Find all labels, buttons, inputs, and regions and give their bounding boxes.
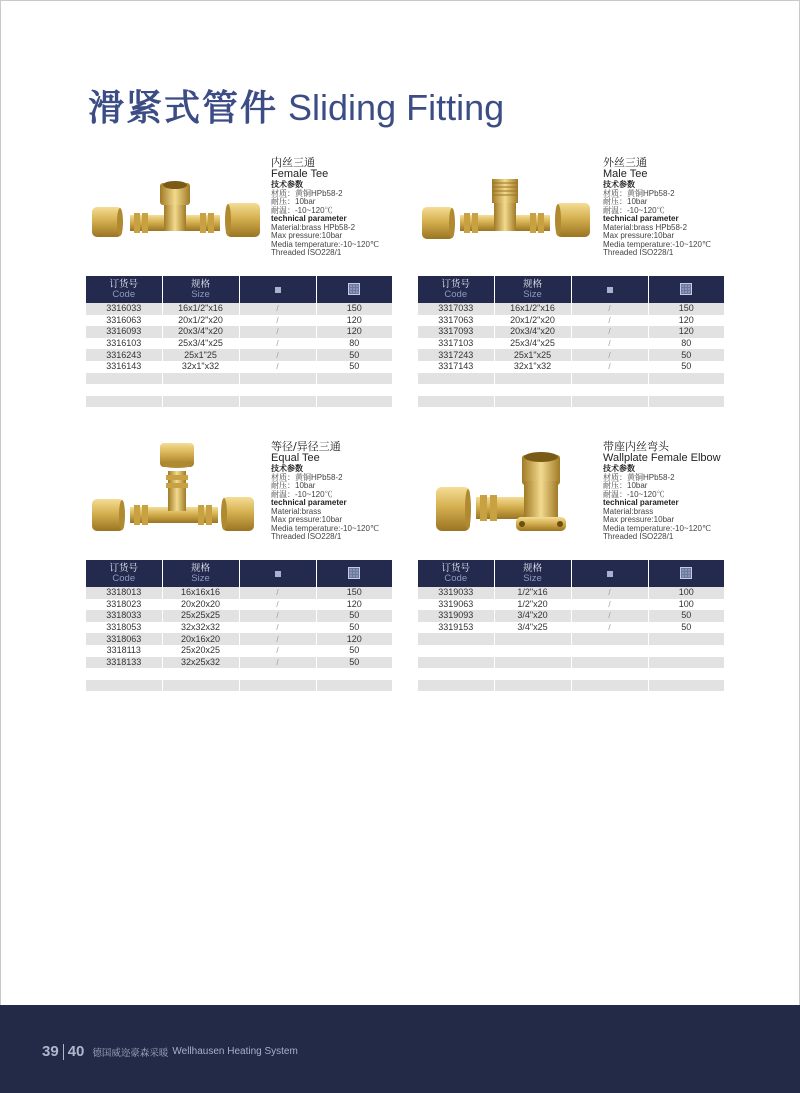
table-row — [418, 610, 724, 622]
carton-qty-cell: 150 — [316, 303, 392, 315]
carton-qty-cell: 120 — [648, 315, 724, 327]
box-qty-cell: / — [239, 622, 316, 634]
female-tee-name-en: Female Tee — [271, 168, 329, 180]
small-box-icon — [607, 287, 613, 293]
carton-qty-cell: 120 — [316, 326, 392, 338]
carton-qty-cell: 50 — [316, 645, 392, 657]
box-qty-cell: / — [239, 599, 316, 611]
params-label: 技术参数 — [603, 180, 635, 189]
box-qty-cell: / — [571, 349, 648, 361]
carton-qty-cell: 120 — [316, 599, 392, 611]
table-row — [418, 587, 724, 599]
order-code-cell — [86, 373, 162, 385]
size-cell — [162, 384, 239, 396]
box-qty-cell — [571, 657, 648, 669]
equal-tee-name-cn: 等径/异径三通 — [271, 440, 341, 453]
size-cell: 32x1"x32 — [494, 361, 571, 373]
order-code-cell — [418, 396, 494, 408]
size-cell: 1/2"x20 — [494, 599, 571, 611]
carton-qty-cell: 80 — [648, 338, 724, 350]
col-small-box-header — [239, 276, 316, 303]
table-row — [418, 599, 724, 611]
size-cell: 20x1/2"x20 — [494, 315, 571, 327]
carton-qty-cell: 50 — [648, 349, 724, 361]
box-qty-cell: / — [239, 587, 316, 599]
code-header-cn: 订货号 — [441, 279, 470, 290]
order-code-cell — [86, 680, 162, 692]
order-code-cell: 3317243 — [418, 349, 494, 361]
female-tee-table — [86, 276, 392, 407]
tech-label: technical parameter — [271, 498, 347, 507]
table-row — [418, 633, 724, 645]
size-cell — [162, 373, 239, 385]
wallplate-elbow-image — [418, 449, 598, 544]
carton-qty-cell: 150 — [648, 303, 724, 315]
box-qty-cell: / — [571, 622, 648, 634]
size-cell: 20x16x20 — [162, 633, 239, 645]
box-qty-cell: / — [571, 599, 648, 611]
material-en: Material:brass HPb58-2 — [603, 222, 688, 232]
box-qty-cell: / — [239, 303, 316, 315]
pressure-cn: 耐压：10bar — [271, 197, 316, 206]
order-code-cell — [86, 384, 162, 396]
order-code-cell: 3316243 — [86, 349, 162, 361]
male-tee-image — [418, 175, 598, 255]
box-qty-cell: / — [571, 587, 648, 599]
pressure-en: Max pressure:10bar — [603, 231, 675, 240]
thread-en: Threaded ISO228/1 — [271, 248, 342, 257]
order-code-cell: 3318063 — [86, 633, 162, 645]
size-cell: 25x3/4"x25 — [162, 338, 239, 350]
size-cell: 25x20x25 — [162, 645, 239, 657]
tech-label: technical parameter — [271, 214, 347, 223]
size-cell: 32x25x32 — [162, 657, 239, 669]
order-code-cell — [418, 668, 494, 680]
order-code-cell — [418, 384, 494, 396]
size-cell — [494, 645, 571, 657]
box-qty-cell — [571, 680, 648, 692]
order-code-cell: 3317033 — [418, 303, 494, 315]
size-cell: 32x32x32 — [162, 622, 239, 634]
col-code-header — [418, 276, 494, 303]
order-code-cell — [418, 645, 494, 657]
pressure-cn: 耐压：10bar — [271, 481, 316, 490]
carton-qty-cell: 50 — [316, 610, 392, 622]
page-title-en: Sliding Fitting — [288, 87, 505, 128]
col-carton-header — [316, 276, 392, 303]
size-cell: 20x3/4"x20 — [162, 326, 239, 338]
footer-text — [42, 1043, 298, 1060]
material-cn: 材质：黄铜HPb58-2 — [271, 472, 343, 482]
code-header-en: Code — [444, 289, 468, 300]
code-header-en: Code — [112, 573, 136, 584]
size-cell: 3/4"x20 — [494, 610, 571, 622]
table-row — [86, 373, 392, 385]
equal-tee-table — [86, 560, 392, 691]
carton-qty-cell: 50 — [316, 622, 392, 634]
tech-label: technical parameter — [603, 498, 679, 507]
page-title — [88, 80, 505, 129]
pressure-cn: 耐压：10bar — [603, 481, 648, 490]
col-small-box-header — [571, 560, 648, 587]
code-header-cn: 订货号 — [109, 279, 138, 290]
carton-qty-cell — [648, 668, 724, 680]
carton-icon — [348, 567, 360, 579]
box-qty-cell — [239, 396, 316, 408]
tech-label: technical parameter — [603, 214, 679, 223]
thread-en: Threaded ISO228/1 — [271, 532, 342, 541]
order-code-cell — [86, 396, 162, 408]
box-qty-cell: / — [571, 610, 648, 622]
size-cell — [494, 680, 571, 692]
params-label: 技术参数 — [603, 464, 635, 473]
box-qty-cell: / — [239, 657, 316, 669]
carton-qty-cell — [648, 373, 724, 385]
box-qty-cell — [571, 668, 648, 680]
table-row — [86, 315, 392, 327]
table-row — [86, 396, 392, 408]
size-cell — [162, 680, 239, 692]
female-tee-info — [271, 157, 411, 258]
carton-qty-cell: 50 — [316, 361, 392, 373]
box-qty-cell — [239, 680, 316, 692]
order-code-cell: 3318113 — [86, 645, 162, 657]
size-cell — [494, 668, 571, 680]
table-row — [86, 657, 392, 669]
carton-qty-cell: 50 — [316, 657, 392, 669]
wallplate-elbow-info — [603, 441, 743, 542]
media-en: Media temperature:-10~120℃ — [271, 523, 379, 533]
order-code-cell: 3318133 — [86, 657, 162, 669]
size-header-cn: 规格 — [522, 279, 542, 290]
table-row — [86, 384, 392, 396]
size-cell — [494, 657, 571, 669]
equal-tee-name-en: Equal Tee — [271, 452, 320, 464]
col-size-header — [162, 276, 239, 303]
table-row — [86, 326, 392, 338]
size-header-en: Size — [191, 289, 210, 300]
page-number-left: 39 — [42, 1043, 59, 1060]
box-qty-cell — [239, 384, 316, 396]
table-row — [418, 657, 724, 669]
carton-qty-cell — [316, 373, 392, 385]
col-code-header — [418, 560, 494, 587]
order-code-cell — [418, 633, 494, 645]
size-cell — [162, 668, 239, 680]
carton-qty-cell — [648, 633, 724, 645]
box-qty-cell — [571, 633, 648, 645]
thread-en: Threaded ISO228/1 — [603, 248, 674, 257]
carton-qty-cell — [648, 657, 724, 669]
box-qty-cell: / — [571, 303, 648, 315]
table-row — [86, 587, 392, 599]
code-header-en: Code — [444, 573, 468, 584]
temp-cn: 耐温：-10~120℃ — [271, 489, 333, 499]
order-code-cell: 3316143 — [86, 361, 162, 373]
col-code-header — [86, 560, 162, 587]
temp-cn: 耐温：-10~120℃ — [603, 489, 665, 499]
female-tee-name-cn: 内丝三通 — [271, 156, 315, 169]
order-code-cell: 3319033 — [418, 587, 494, 599]
carton-qty-cell — [316, 384, 392, 396]
box-qty-cell — [571, 384, 648, 396]
pressure-en: Max pressure:10bar — [603, 515, 675, 524]
table-row — [86, 349, 392, 361]
small-box-icon — [275, 287, 281, 293]
order-code-cell: 3317143 — [418, 361, 494, 373]
col-small-box-header — [571, 276, 648, 303]
code-header-en: Code — [112, 289, 136, 300]
box-qty-cell — [571, 373, 648, 385]
box-qty-cell: / — [571, 361, 648, 373]
table-row — [418, 303, 724, 315]
wallplate-elbow-name-en: Wallplate Female Elbow — [603, 452, 721, 464]
carton-qty-cell — [648, 680, 724, 692]
table-row — [418, 361, 724, 373]
size-cell: 3/4"x25 — [494, 622, 571, 634]
carton-qty-cell: 120 — [316, 633, 392, 645]
table-row — [86, 361, 392, 373]
col-carton-header — [648, 560, 724, 587]
equal-tee-image — [86, 441, 266, 536]
carton-qty-cell: 50 — [316, 349, 392, 361]
box-qty-cell: / — [239, 361, 316, 373]
table-row — [86, 303, 392, 315]
table-row — [418, 668, 724, 680]
order-code-cell: 3316103 — [86, 338, 162, 350]
box-qty-cell: / — [571, 338, 648, 350]
size-cell: 16x1/2"x16 — [494, 303, 571, 315]
size-cell: 25x3/4"x25 — [494, 338, 571, 350]
box-qty-cell: / — [571, 315, 648, 327]
carton-icon — [680, 567, 692, 579]
pressure-en: Max pressure:10bar — [271, 231, 343, 240]
equal-tee-info — [271, 441, 411, 542]
col-carton-header — [316, 560, 392, 587]
carton-qty-cell — [316, 668, 392, 680]
size-cell: 1/2"x16 — [494, 587, 571, 599]
table-row — [86, 680, 392, 692]
material-en: Material:brass — [271, 506, 322, 516]
order-code-cell — [418, 373, 494, 385]
order-code-cell: 3316033 — [86, 303, 162, 315]
box-qty-cell: / — [239, 610, 316, 622]
footer — [0, 1005, 800, 1093]
material-cn: 材质：黄铜HPb58-2 — [271, 188, 343, 198]
col-code-header — [86, 276, 162, 303]
order-code-cell — [418, 657, 494, 669]
col-carton-header — [648, 276, 724, 303]
page-divider — [63, 1044, 64, 1060]
params-label: 技术参数 — [271, 464, 303, 473]
params-label: 技术参数 — [271, 180, 303, 189]
page-title-cn: 滑紧式管件 — [88, 88, 279, 129]
size-header-cn: 规格 — [190, 563, 210, 574]
size-cell: 25x1"25 — [162, 349, 239, 361]
table-row — [86, 610, 392, 622]
male-tee-name-en: Male Tee — [603, 168, 648, 180]
media-en: Media temperature:-10~120℃ — [271, 239, 379, 249]
order-code-cell: 3319153 — [418, 622, 494, 634]
size-cell: 20x1/2"x20 — [162, 315, 239, 327]
size-header-cn: 规格 — [190, 279, 210, 290]
size-cell: 16x16x16 — [162, 587, 239, 599]
order-code-cell: 3317103 — [418, 338, 494, 350]
wallplate-elbow-table — [418, 560, 724, 691]
table-row — [418, 680, 724, 692]
size-cell: 16x1/2"x16 — [162, 303, 239, 315]
company-name-cn: 德国威迩豪森采暖 — [92, 1047, 169, 1059]
size-cell — [162, 396, 239, 408]
size-cell — [494, 373, 571, 385]
carton-qty-cell — [648, 396, 724, 408]
media-en: Media temperature:-10~120℃ — [603, 239, 711, 249]
col-small-box-header — [239, 560, 316, 587]
temp-cn: 耐温：-10~120℃ — [603, 205, 665, 215]
size-cell: 25x25x25 — [162, 610, 239, 622]
carton-qty-cell: 100 — [648, 599, 724, 611]
carton-qty-cell — [648, 645, 724, 657]
size-cell: 25x1"x25 — [494, 349, 571, 361]
table-row — [86, 599, 392, 611]
carton-qty-cell — [316, 396, 392, 408]
material-cn: 材质：黄铜HPb58-2 — [603, 188, 675, 198]
table-row — [86, 668, 392, 680]
carton-qty-cell: 120 — [648, 326, 724, 338]
code-header-cn: 订货号 — [441, 563, 470, 574]
media-en: Media temperature:-10~120℃ — [603, 523, 711, 533]
col-size-header — [494, 276, 571, 303]
order-code-cell: 3316093 — [86, 326, 162, 338]
order-code-cell: 3317093 — [418, 326, 494, 338]
order-code-cell — [86, 668, 162, 680]
carton-qty-cell: 50 — [648, 610, 724, 622]
box-qty-cell: / — [571, 326, 648, 338]
order-code-cell: 3319093 — [418, 610, 494, 622]
company-name-en: Wellhausen Heating System — [172, 1046, 298, 1057]
order-code-cell: 3316063 — [86, 315, 162, 327]
size-cell — [494, 633, 571, 645]
pressure-en: Max pressure:10bar — [271, 515, 343, 524]
box-qty-cell: / — [239, 349, 316, 361]
pressure-cn: 耐压：10bar — [603, 197, 648, 206]
order-code-cell: 3318023 — [86, 599, 162, 611]
carton-qty-cell — [648, 384, 724, 396]
box-qty-cell — [571, 645, 648, 657]
small-box-icon — [275, 571, 281, 577]
carton-qty-cell: 150 — [316, 587, 392, 599]
box-qty-cell: / — [239, 315, 316, 327]
temp-cn: 耐温：-10~120℃ — [271, 205, 333, 215]
carton-qty-cell: 50 — [648, 622, 724, 634]
material-cn: 材质：黄铜HPb58-2 — [603, 472, 675, 482]
size-header-cn: 规格 — [522, 563, 542, 574]
size-header-en: Size — [523, 289, 542, 300]
size-cell — [494, 384, 571, 396]
size-header-en: Size — [523, 573, 542, 584]
order-code-cell: 3319063 — [418, 599, 494, 611]
carton-qty-cell: 80 — [316, 338, 392, 350]
table-row — [418, 373, 724, 385]
code-header-cn: 订货号 — [109, 563, 138, 574]
box-qty-cell — [571, 396, 648, 408]
small-box-icon — [607, 571, 613, 577]
table-row — [418, 338, 724, 350]
carton-qty-cell — [316, 680, 392, 692]
order-code-cell: 3318033 — [86, 610, 162, 622]
carton-qty-cell: 120 — [316, 315, 392, 327]
carton-qty-cell: 100 — [648, 587, 724, 599]
male-tee-info — [603, 157, 743, 258]
male-tee-name-cn: 外丝三通 — [603, 156, 647, 169]
order-code-cell: 3317063 — [418, 315, 494, 327]
order-code-cell — [418, 680, 494, 692]
order-code-cell: 3318053 — [86, 622, 162, 634]
table-row — [418, 645, 724, 657]
col-size-header — [494, 560, 571, 587]
female-tee-image — [86, 175, 266, 255]
carton-qty-cell: 50 — [648, 361, 724, 373]
size-cell: 20x3/4"x20 — [494, 326, 571, 338]
table-row — [86, 645, 392, 657]
table-row — [418, 622, 724, 634]
size-header-en: Size — [191, 573, 210, 584]
table-row — [86, 338, 392, 350]
carton-icon — [348, 283, 360, 295]
box-qty-cell — [239, 373, 316, 385]
page-number-right: 40 — [67, 1043, 85, 1060]
size-cell — [494, 396, 571, 408]
size-cell: 20x20x20 — [162, 599, 239, 611]
table-row — [86, 622, 392, 634]
table-row — [86, 633, 392, 645]
wallplate-elbow-name-cn: 带座内丝弯头 — [603, 440, 669, 453]
size-cell: 32x1"x32 — [162, 361, 239, 373]
box-qty-cell: / — [239, 633, 316, 645]
thread-en: Threaded ISO228/1 — [603, 532, 674, 541]
table-row — [418, 384, 724, 396]
table-row — [418, 349, 724, 361]
table-row — [418, 326, 724, 338]
box-qty-cell: / — [239, 645, 316, 657]
box-qty-cell: / — [239, 326, 316, 338]
table-row — [418, 396, 724, 408]
carton-icon — [680, 283, 692, 295]
col-size-header — [162, 560, 239, 587]
material-en: Material:brass HPb58-2 — [271, 222, 356, 232]
box-qty-cell — [239, 668, 316, 680]
order-code-cell: 3318013 — [86, 587, 162, 599]
table-row — [418, 315, 724, 327]
male-tee-table — [418, 276, 724, 407]
box-qty-cell: / — [239, 338, 316, 350]
material-en: Material:brass — [603, 506, 654, 516]
